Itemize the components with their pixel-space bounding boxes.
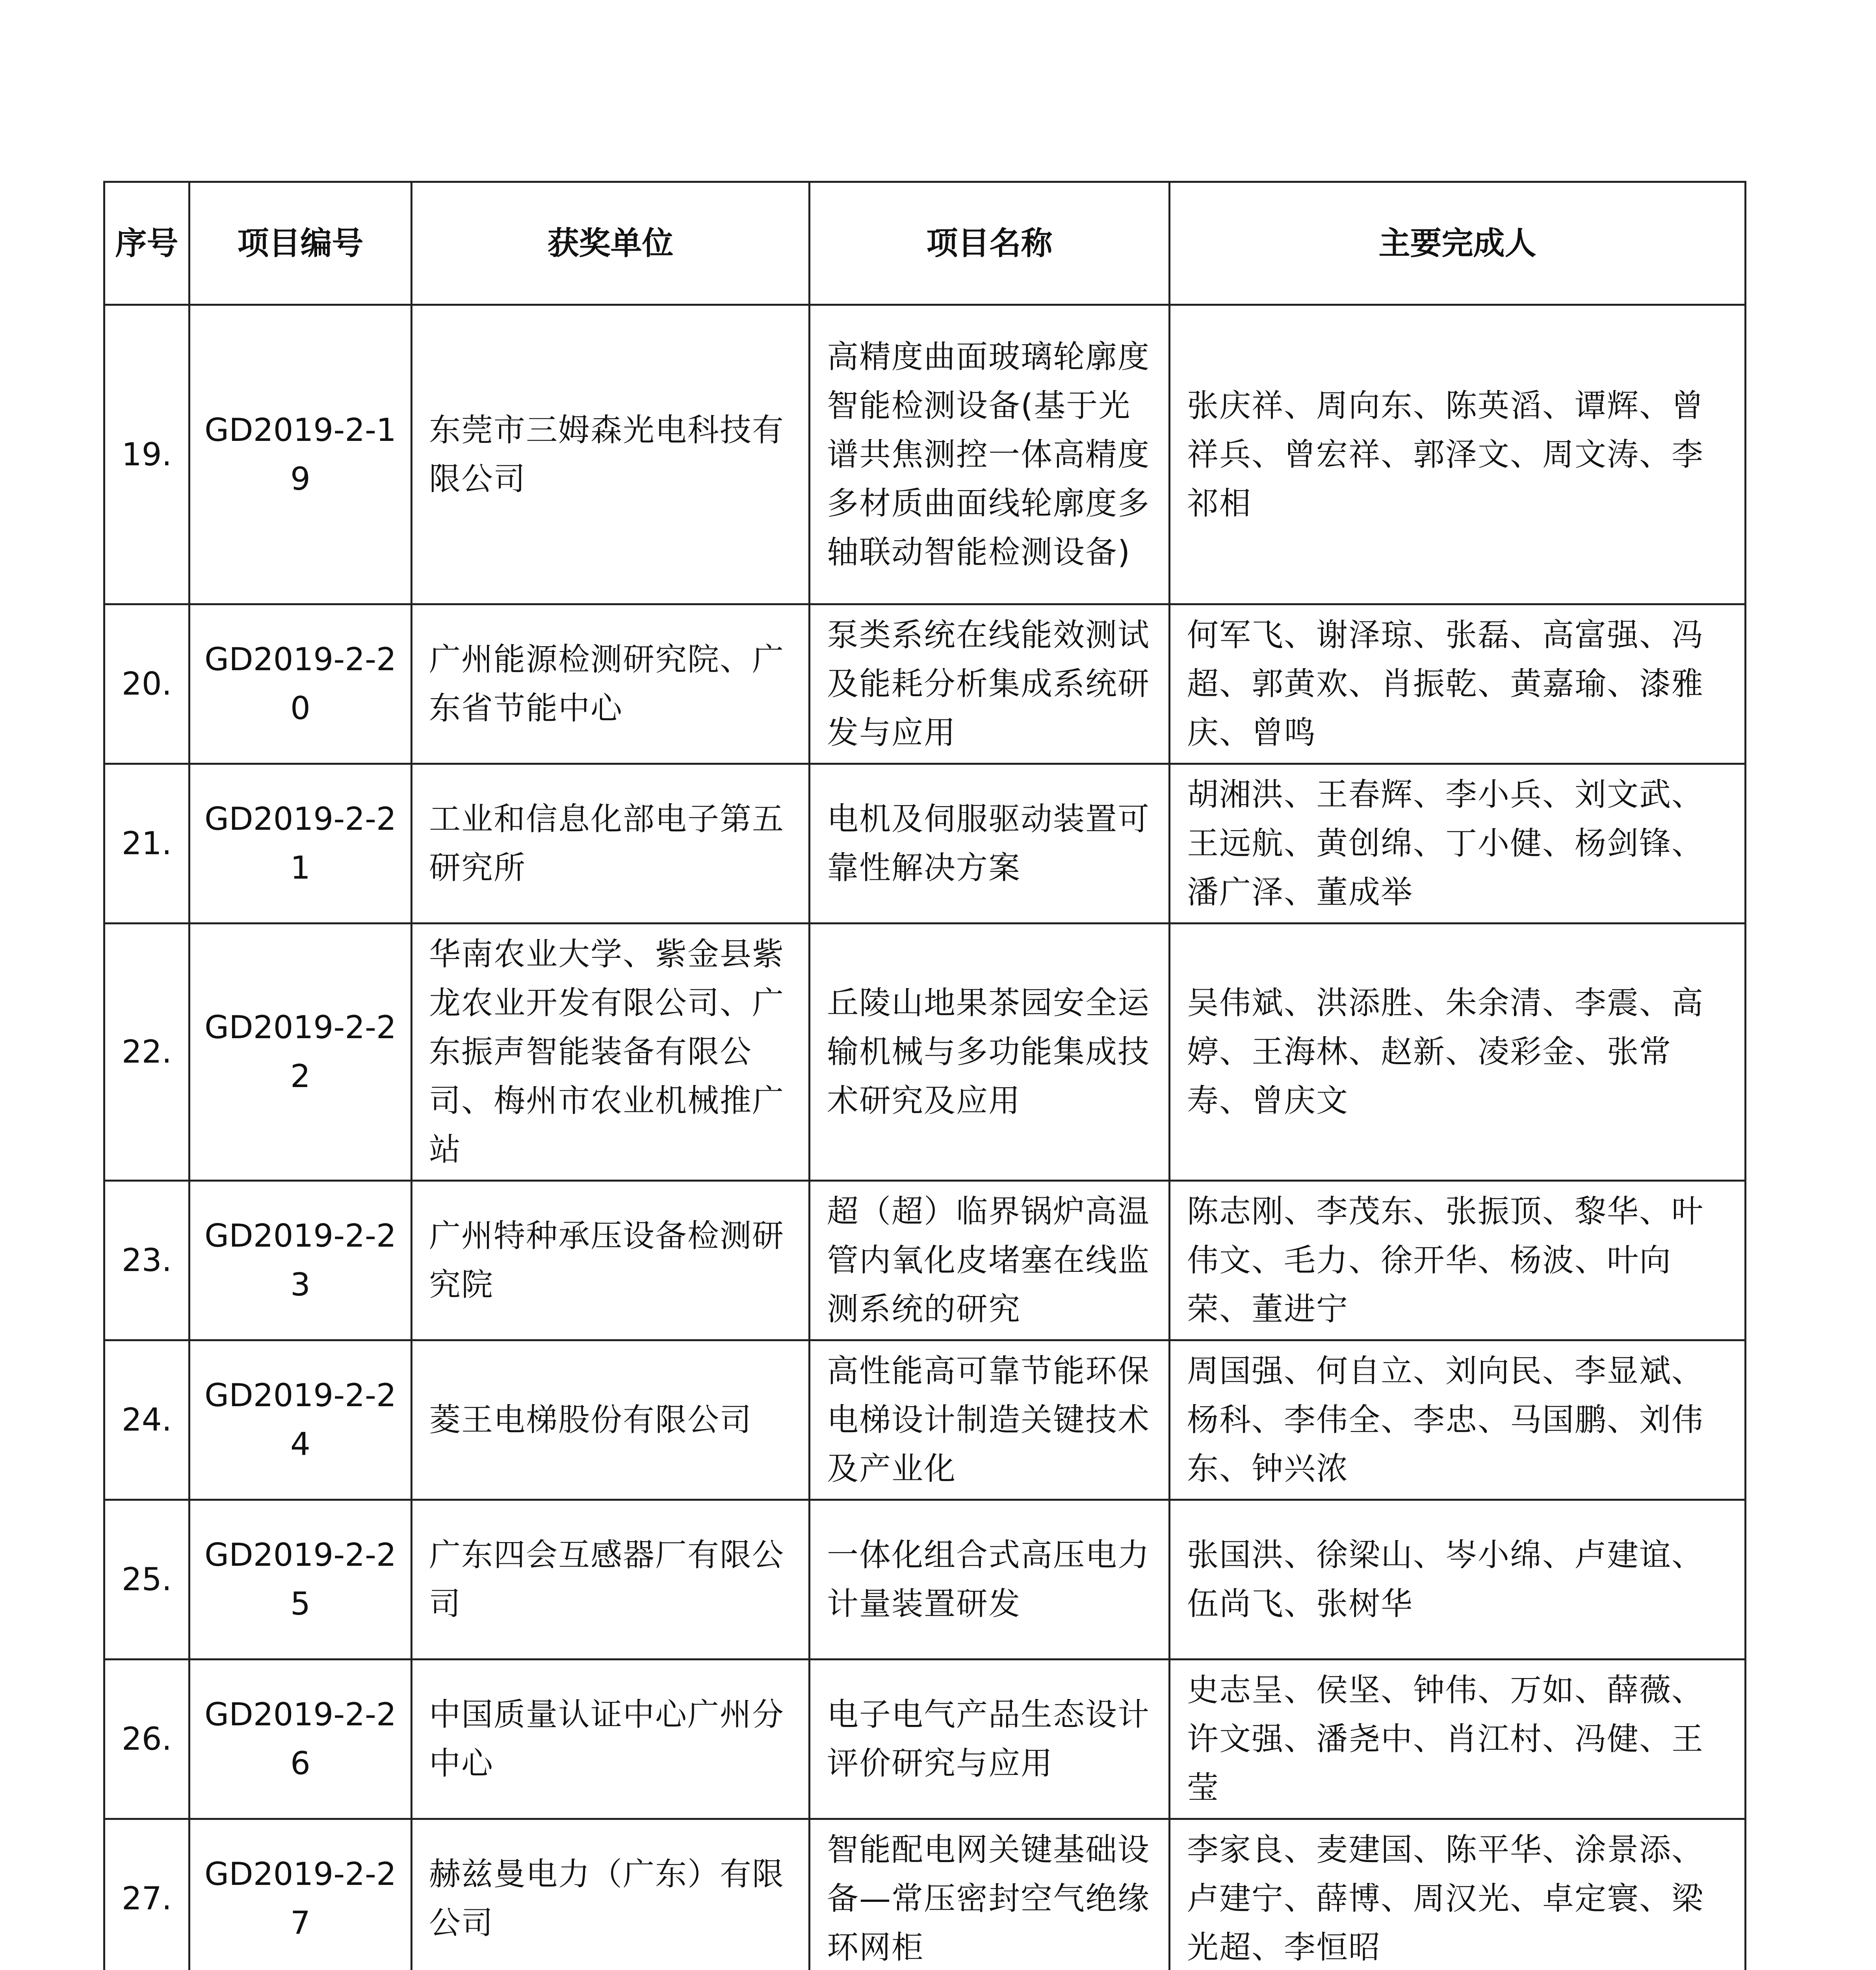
cell-project-code: GD2019-2-23 bbox=[189, 1181, 412, 1340]
cell-index: 20. bbox=[104, 604, 189, 764]
cell-main-contributors: 张庆祥、周向东、陈英滔、谭辉、曾祥兵、曾宏祥、郭泽文、周文涛、李祁相 bbox=[1170, 305, 1746, 604]
cell-project-code: GD2019-2-24 bbox=[189, 1340, 412, 1500]
cell-index: 22. bbox=[104, 924, 189, 1181]
cell-main-contributors: 胡湘洪、王春辉、李小兵、刘文武、王远航、黄创绵、丁小健、杨剑锋、潘广泽、董成举 bbox=[1170, 764, 1746, 924]
table-row bbox=[104, 604, 1746, 764]
cell-main-contributors: 李家良、麦建国、陈平华、涂景添、卢建宁、薛博、周汉光、卓定寰、梁光超、李恒昭 bbox=[1170, 1819, 1746, 1970]
cell-project-name: 一体化组合式高压电力计量装置研发 bbox=[810, 1500, 1170, 1660]
table-row bbox=[104, 764, 1746, 924]
cell-project-name: 泵类系统在线能效测试及能耗分析集成系统研发与应用 bbox=[810, 604, 1170, 764]
cell-index: 19. bbox=[104, 305, 189, 604]
cell-main-contributors: 周国强、何自立、刘向民、李显斌、杨科、李伟全、李忠、马国鹏、刘伟东、钟兴浓 bbox=[1170, 1340, 1746, 1500]
cell-index: 24. bbox=[104, 1340, 189, 1500]
cell-project-name: 智能配电网关键基础设备—常压密封空气绝缘环网柜 bbox=[810, 1819, 1170, 1970]
cell-project-code: GD2019-2-21 bbox=[189, 764, 412, 924]
cell-project-code: GD2019-2-22 bbox=[189, 924, 412, 1181]
cell-index: 25. bbox=[104, 1500, 189, 1660]
table-row bbox=[104, 1819, 1746, 1970]
cell-project-code: GD2019-2-20 bbox=[189, 604, 412, 764]
cell-main-contributors: 吴伟斌、洪添胜、朱余清、李震、高婷、王海林、赵新、凌彩金、张常寿、曾庆文 bbox=[1170, 924, 1746, 1181]
table-row bbox=[104, 1181, 1746, 1340]
cell-index: 26. bbox=[104, 1660, 189, 1819]
cell-award-unit: 赫兹曼电力（广东）有限公司 bbox=[412, 1819, 810, 1970]
cell-main-contributors: 史志呈、侯坚、钟伟、万如、薛薇、许文强、潘尧中、肖江村、冯健、王莹 bbox=[1170, 1660, 1746, 1819]
awards-table bbox=[103, 181, 1746, 1970]
cell-project-name: 电机及伺服驱动装置可靠性解决方案 bbox=[810, 764, 1170, 924]
cell-project-code: GD2019-2-19 bbox=[189, 305, 412, 604]
cell-award-unit: 东莞市三姆森光电科技有限公司 bbox=[412, 305, 810, 604]
cell-index: 23. bbox=[104, 1181, 189, 1340]
cell-project-code: GD2019-2-26 bbox=[189, 1660, 412, 1819]
cell-project-name: 高性能高可靠节能环保电梯设计制造关键技术及产业化 bbox=[810, 1340, 1170, 1500]
table-row bbox=[104, 305, 1746, 604]
table-row bbox=[104, 1500, 1746, 1660]
cell-main-contributors: 张国洪、徐梁山、岑小绵、卢建谊、伍尚飞、张树华 bbox=[1170, 1500, 1746, 1660]
table-row bbox=[104, 1340, 1746, 1500]
header-index: 序号 bbox=[104, 182, 189, 305]
cell-award-unit: 广东四会互感器厂有限公司 bbox=[412, 1500, 810, 1660]
cell-index: 21. bbox=[104, 764, 189, 924]
cell-main-contributors: 陈志刚、李茂东、张振顶、黎华、叶伟文、毛力、徐开华、杨波、叶向荣、董进宁 bbox=[1170, 1181, 1746, 1340]
table-row bbox=[104, 1660, 1746, 1819]
cell-award-unit: 菱王电梯股份有限公司 bbox=[412, 1340, 810, 1500]
header-code: 项目编号 bbox=[189, 182, 412, 305]
header-people: 主要完成人 bbox=[1170, 182, 1746, 305]
cell-award-unit: 华南农业大学、紫金县紫龙农业开发有限公司、广东振声智能装备有限公司、梅州市农业机械推广站 bbox=[412, 924, 810, 1181]
cell-index: 27. bbox=[104, 1819, 189, 1970]
cell-project-code: GD2019-2-25 bbox=[189, 1500, 412, 1660]
cell-main-contributors: 何军飞、谢泽琼、张磊、高富强、冯超、郭黄欢、肖振乾、黄嘉瑜、漆雅庆、曾鸣 bbox=[1170, 604, 1746, 764]
table-header-row bbox=[104, 182, 1746, 305]
cell-project-name: 高精度曲面玻璃轮廓度智能检测设备(基于光谱共焦测控一体高精度多材质曲面线轮廓度多轴联动智能检测设备) bbox=[810, 305, 1170, 604]
cell-award-unit: 工业和信息化部电子第五研究所 bbox=[412, 764, 810, 924]
cell-award-unit: 广州能源检测研究院、广东省节能中心 bbox=[412, 604, 810, 764]
table-row bbox=[104, 924, 1746, 1181]
cell-award-unit: 广州特种承压设备检测研究院 bbox=[412, 1181, 810, 1340]
cell-project-name: 电子电气产品生态设计评价研究与应用 bbox=[810, 1660, 1170, 1819]
header-name: 项目名称 bbox=[810, 182, 1170, 305]
cell-project-code: GD2019-2-27 bbox=[189, 1819, 412, 1970]
cell-project-name: 超（超）临界锅炉高温管内氧化皮堵塞在线监测系统的研究 bbox=[810, 1181, 1170, 1340]
cell-award-unit: 中国质量认证中心广州分中心 bbox=[412, 1660, 810, 1819]
header-unit: 获奖单位 bbox=[412, 182, 810, 305]
cell-project-name: 丘陵山地果茶园安全运输机械与多功能集成技术研究及应用 bbox=[810, 924, 1170, 1181]
